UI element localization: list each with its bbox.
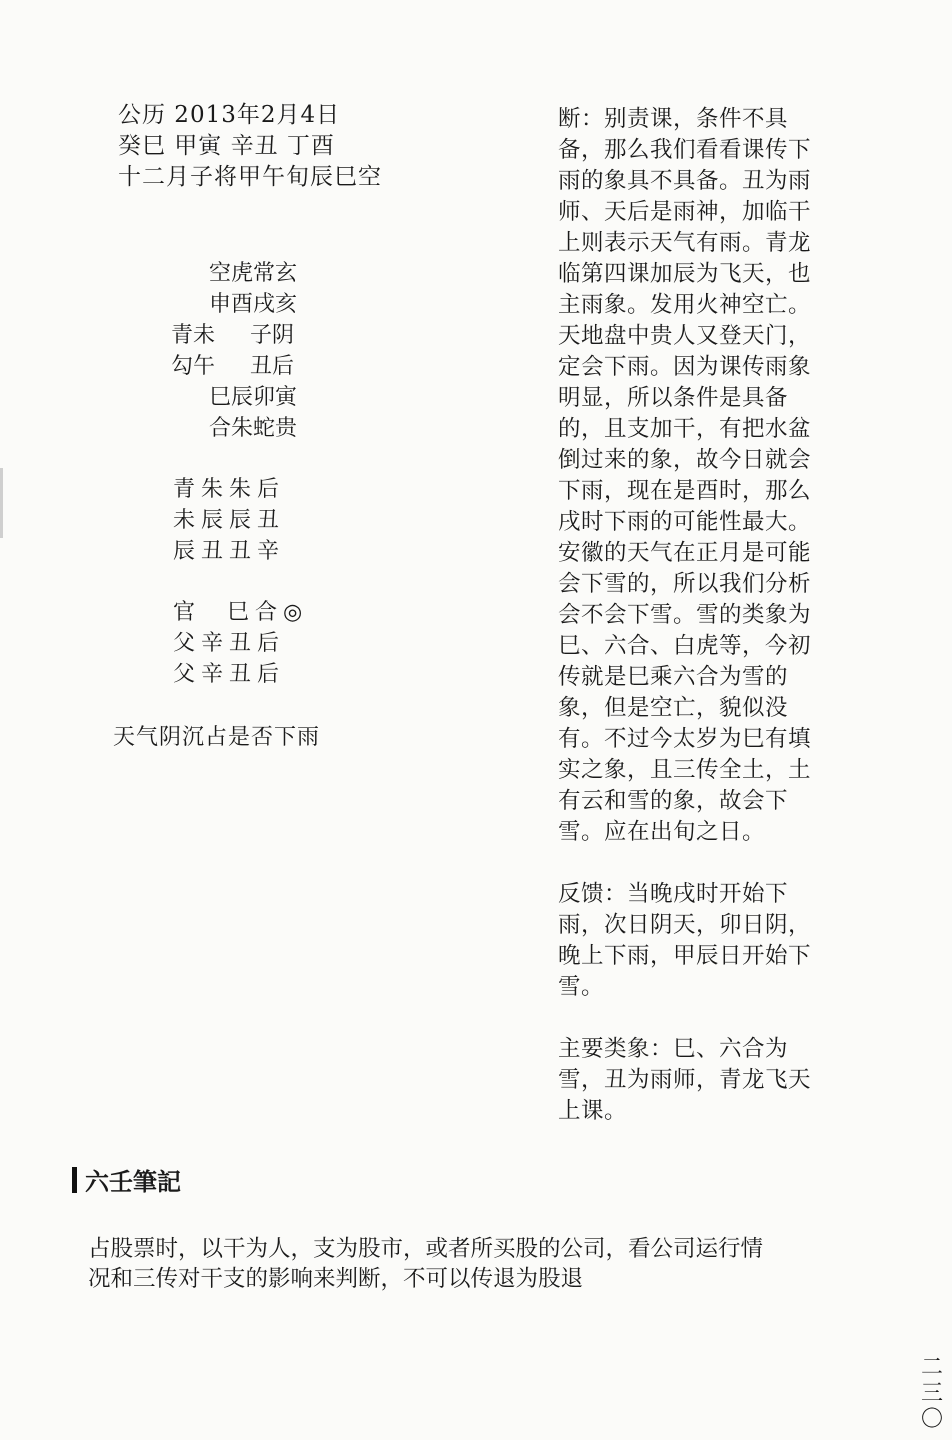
interpretation-column	[558, 104, 858, 1158]
judgement-line: 师、天后是雨神，加临干	[558, 199, 812, 225]
notes-heading	[72, 1162, 181, 1197]
transmission-row: 父辛丑后	[173, 662, 286, 687]
page-edge-mark	[0, 468, 3, 538]
heading-bar	[72, 1167, 77, 1193]
notes-body	[88, 1234, 868, 1294]
judgement-line: 明显，所以条件是具备	[558, 385, 789, 411]
divination-question: 天气阴沉占是否下雨	[113, 725, 321, 750]
gregorian-date: 公历 2013年2月4日	[118, 102, 341, 128]
judgement-line: 安徽的天气在正月是可能	[558, 540, 812, 566]
judgement-line: 天地盘中贵人又登天门，	[558, 323, 812, 349]
judgement-line: 定会下雨。因为课传雨象	[558, 354, 812, 380]
transmission-row: 父辛丑后	[173, 631, 286, 656]
judgement-line: 传就是巳乘六合为雪的	[558, 664, 789, 690]
judgement-line: 断：别责课，条件不具	[558, 106, 789, 132]
feedback-line: 反馈：当晚戌时开始下	[558, 881, 789, 907]
judgement-line: 戌时下雨的可能性最大。	[558, 509, 812, 535]
heaven-plate-row: 巳辰卯寅	[195, 385, 297, 410]
date-header	[118, 100, 382, 193]
heaven-plate-row: 申酉戌亥	[195, 292, 297, 317]
feedback-line: 晚上下雨，甲辰日开始下	[558, 943, 812, 969]
feedback-line: 雪。	[558, 974, 605, 1000]
page-number-digit: 〇	[920, 1407, 943, 1432]
feedback-paragraph	[558, 879, 858, 1003]
judgement-line: 会不会下雪。雪的类象为	[558, 602, 812, 628]
page-number-digit: 三	[920, 1381, 943, 1406]
main-symbols-line: 主要类象：巳、六合为	[558, 1036, 789, 1062]
judgement-line: 会下雪的，所以我们分析	[558, 571, 812, 597]
main-symbols-line: 雪，丑为雨师，青龙飞天	[558, 1067, 812, 1093]
page-number	[920, 1355, 944, 1433]
notes-line: 况和三传对干支的影响来判断，不可以传退为股退	[88, 1266, 584, 1292]
page-number-digit: 二	[920, 1355, 943, 1380]
heaven-plate-row: 勾午 丑后	[171, 354, 294, 379]
judgement-line: 备，那么我们看看课传下	[558, 137, 812, 163]
heaven-plate	[171, 258, 297, 444]
judgement-line: 巳、六合、白虎等，今初	[558, 633, 812, 659]
four-lessons-row: 辰丑丑辛	[173, 539, 286, 564]
heaven-plate-row: 空虎常玄	[195, 261, 297, 286]
three-transmissions	[173, 597, 308, 690]
month-general-line: 十二月子将甲午旬辰巳空	[118, 164, 382, 190]
four-lessons-row: 青朱朱后	[173, 477, 286, 502]
judgement-line: 有云和雪的象，故会下	[558, 788, 789, 814]
judgement-line: 临第四课加辰为飞天，也	[558, 261, 812, 287]
heaven-plate-row: 合朱蛇贵	[195, 416, 297, 441]
judgement-line: 主雨象。发用火神空亡。	[558, 292, 812, 318]
heaven-plate-row: 青未 子阴	[171, 323, 294, 348]
judgement-line: 有。不过今太岁为巳有填	[558, 726, 812, 752]
main-symbols-paragraph	[558, 1034, 858, 1127]
ganzhi-pillars: 癸巳 甲寅 辛丑 丁酉	[118, 133, 335, 159]
judgement-line: 倒过来的象，故今日就会	[558, 447, 812, 473]
judgement-line: 的，且支加干，有把水盆	[558, 416, 812, 442]
four-lessons-row: 未辰辰丑	[173, 508, 286, 533]
notes-heading-text: 六壬筆記	[85, 1167, 181, 1196]
judgement-line: 象，但是空亡，貌似没	[558, 695, 789, 721]
feedback-line: 雨，次日阴天，卯日阴，	[558, 912, 812, 938]
judgement-line: 雨的象具不具备。丑为雨	[558, 168, 812, 194]
main-symbols-line: 上课。	[558, 1098, 628, 1124]
notes-line: 占股票时，以干为人，支为股市，或者所买股的公司，看公司运行情	[88, 1236, 764, 1262]
transmission-row: 官 巳合◎	[173, 600, 309, 625]
judgement-line: 上则表示天气有雨。青龙	[558, 230, 812, 256]
judgement-line: 下雨，现在是酉时，那么	[558, 478, 812, 504]
judgement-line: 雪。应在出旬之日。	[558, 819, 766, 845]
four-lessons	[173, 474, 285, 567]
judgement-paragraph	[558, 104, 858, 848]
judgement-line: 实之象，且三传全土，土	[558, 757, 812, 783]
